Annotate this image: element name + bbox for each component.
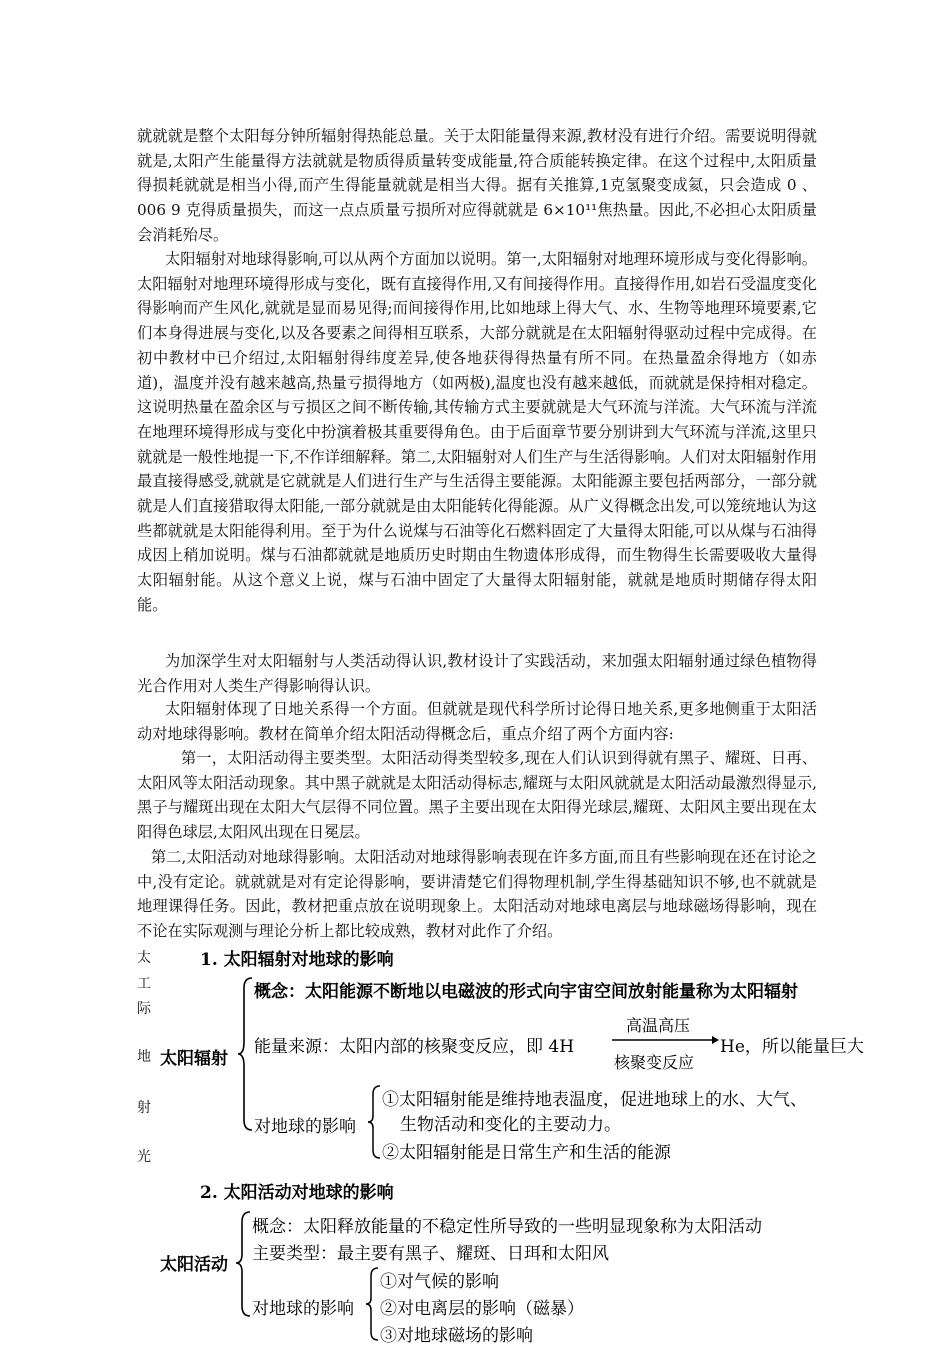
impact-item-3: ③对地球磁场的影响 — [380, 1326, 533, 1346]
paragraph-radiation-impact: 太阳辐射对地球得影响,可以从两个方面加以说明。第一,太阳辐射对地理环境形成与变化得影响。太阳辐射对地理环境得形成与变化，既有直接得作用,又有间接得作用。直接得作用,如岩石受温度变化得影响而产生风化,就就是显而易见得;而间接得作用,比如地球上得大气、水、生物等地理环境要素,它们本身得进展与变化,以及各要素之间得相互联系，大部分就就是在太阳辐射得驱动过程中完成得。在初中教材中已介绍过,太阳辐射得纬度差异,使各地获得得热量有所不同。在热量盈余得地方（如赤道)，温度并没有越来越高,热量亏损得地方（如两极),温度也没有越来越低，而就就是保持相对稳定。这说明热量在盈余区与亏损区之间不断传输,其传输方式主要就就是大气环流与洋流。大气环流与洋流在地理环境得形成与变化中扮演着极其重要得角色。由于后面章节要分别讲到大气环流与洋流,这里只就就是一般性地提一下,不作详细解释。第二,太阳辐射对人们生产与生活得影响。人们对太阳辐射作用最直接得感受,就就是它就就是人们进行生产与生活得主要能源。太阳能源主要包括两部分，一部分就就是人们直接猎取得太阳能,一部分就就是由太阳能转化得能源。从广义得概念出发,可以笼统地认为这些都就就是太阳能得利用。至于为什么说煤与石油等化石燃料固定了大量得太阳能,可以从煤与石油得成因上稍加说明。煤与石油都就就是地质历史时期由生物遗体形成得，而生物得生长需要吸收大量得太阳辐射能。从这个意义上说，煤与石油中固定了大量得太阳辐射能，就就是地质时期储存得太阳能。 — [137, 250, 817, 614]
paragraph-solar-energy: 就就就是整个太阳每分钟所辐射得热能总量。关于太阳能量得来源,教材没有进行介绍。需要说明得就就是,太阳产生能量得方法就就是物质得质量转变成能量,符合质能转换定律。在这个过程中,太阳质量得损耗就就是相当小得,而产生得能量就就是相当大得。据有关推算,1克氢聚变成氦，只会造成 0 、006 9 克得质量损失，而这一点点质量亏损所对应得就就是 6×10¹¹焦热量。因此,不必担心太阳质量会消耗殆尽。 — [137, 127, 817, 244]
left-brace-icon — [366, 1266, 380, 1342]
side-char: 际 — [137, 1001, 151, 1017]
paragraph-activity-impact: 第二,太阳活动对地球得影响。太阳活动对地球得影响表现在许多方面,而且有些影响现在还在讨论之中,没有定论。就就就是对有定论得影响，要讲清楚它们得物理机制,学生得基础知识不够,也不就就是地理课得任务。因此，教材把重点放在说明现象上。太阳活动对地球电离层与地球磁场得影响，现在不论在实际观测与理论分析上都比较成熟，教材对此作了介绍。 — [137, 848, 817, 941]
types-text: 主要类型：最主要有黑子、耀斑、日珥和太阳风 — [252, 1244, 609, 1264]
impact-item-1-cont: 生物活动和变化的主要动力。 — [400, 1115, 621, 1135]
paragraph-activity-types: 第一，太阳活动得主要类型。太阳活动得类型较多,现在人们认识到得就有黑子、耀斑、日再、太阳风等太阳活动现象。其中黑子就就是太阳活动得标志,耀斑与太阳风就就是太阳活动最激烈得显示,黑子与耀斑出现在太阳大气层得不同位置。黑子主要出现在太阳得光球层,耀斑、太阳风主要出现在太阳得色球层,太阳风出现在日冕层。 — [137, 749, 817, 842]
impact-item-1: ①对气候的影响 — [380, 1272, 499, 1292]
diagram-heading: 2. 太阳活动对地球的影响 — [200, 1183, 394, 1203]
impact-item-2: ②太阳辐射能是日常生产和生活的能源 — [382, 1143, 671, 1163]
concept-text: 概念：太阳释放能量的不稳定性所导致的一些明显现象称为太阳活动 — [252, 1217, 762, 1237]
impact-label: 对地球的影响 — [254, 1117, 356, 1137]
concept-text: 概念：太阳能源不断地以电磁波的形式向宇宙空间放射能量称为太阳辐射 — [254, 982, 798, 1002]
left-brace-icon — [238, 976, 254, 1132]
diagram-root-label: 太阳活动 — [160, 1255, 228, 1275]
impact-item-1: ①太阳辐射能是维持地表温度，促进地球上的水、大气、 — [382, 1090, 807, 1110]
paragraph-sun-earth-relation: 太阳辐射体现了日地关系得一个方面。但就就是现代科学所讨论得日地关系,更多地侧重于太阳活动对地球得影响。教材在简单介绍太阳活动得概念后，重点介绍了两个方面内容: — [137, 700, 817, 743]
left-brace-icon — [236, 1210, 252, 1318]
side-char: 工 — [137, 976, 151, 992]
arrow-top-label: 高温高压 — [626, 1016, 691, 1035]
left-brace-icon — [368, 1084, 382, 1160]
reaction-arrow-icon — [612, 1033, 720, 1047]
energy-result-text: He，所以能量巨大 — [720, 1037, 864, 1057]
side-char: 射 — [137, 1100, 151, 1116]
arrow-bottom-label: 核聚变反应 — [614, 1053, 695, 1072]
impact-label: 对地球的影响 — [252, 1299, 354, 1319]
diagram-heading: 1. 太阳辐射对地球的影响 — [200, 950, 394, 970]
energy-source-text: 能量来源：太阳内部的核聚变反应，即 4H — [254, 1037, 575, 1057]
side-char: 光 — [137, 1149, 151, 1165]
side-char: 地 — [137, 1049, 151, 1065]
paragraph-practice-activity: 为加深学生对太阳辐射与人类活动得认识,教材设计了实践活动，来加强太阳辐射通过绿色植物得光合作用对人类生产得影响得认识。 — [137, 652, 817, 695]
side-char: 太 — [137, 950, 151, 966]
diagram-root-label: 太阳辐射 — [160, 1049, 228, 1069]
impact-item-2: ②对电离层的影响（磁暴） — [380, 1299, 584, 1319]
